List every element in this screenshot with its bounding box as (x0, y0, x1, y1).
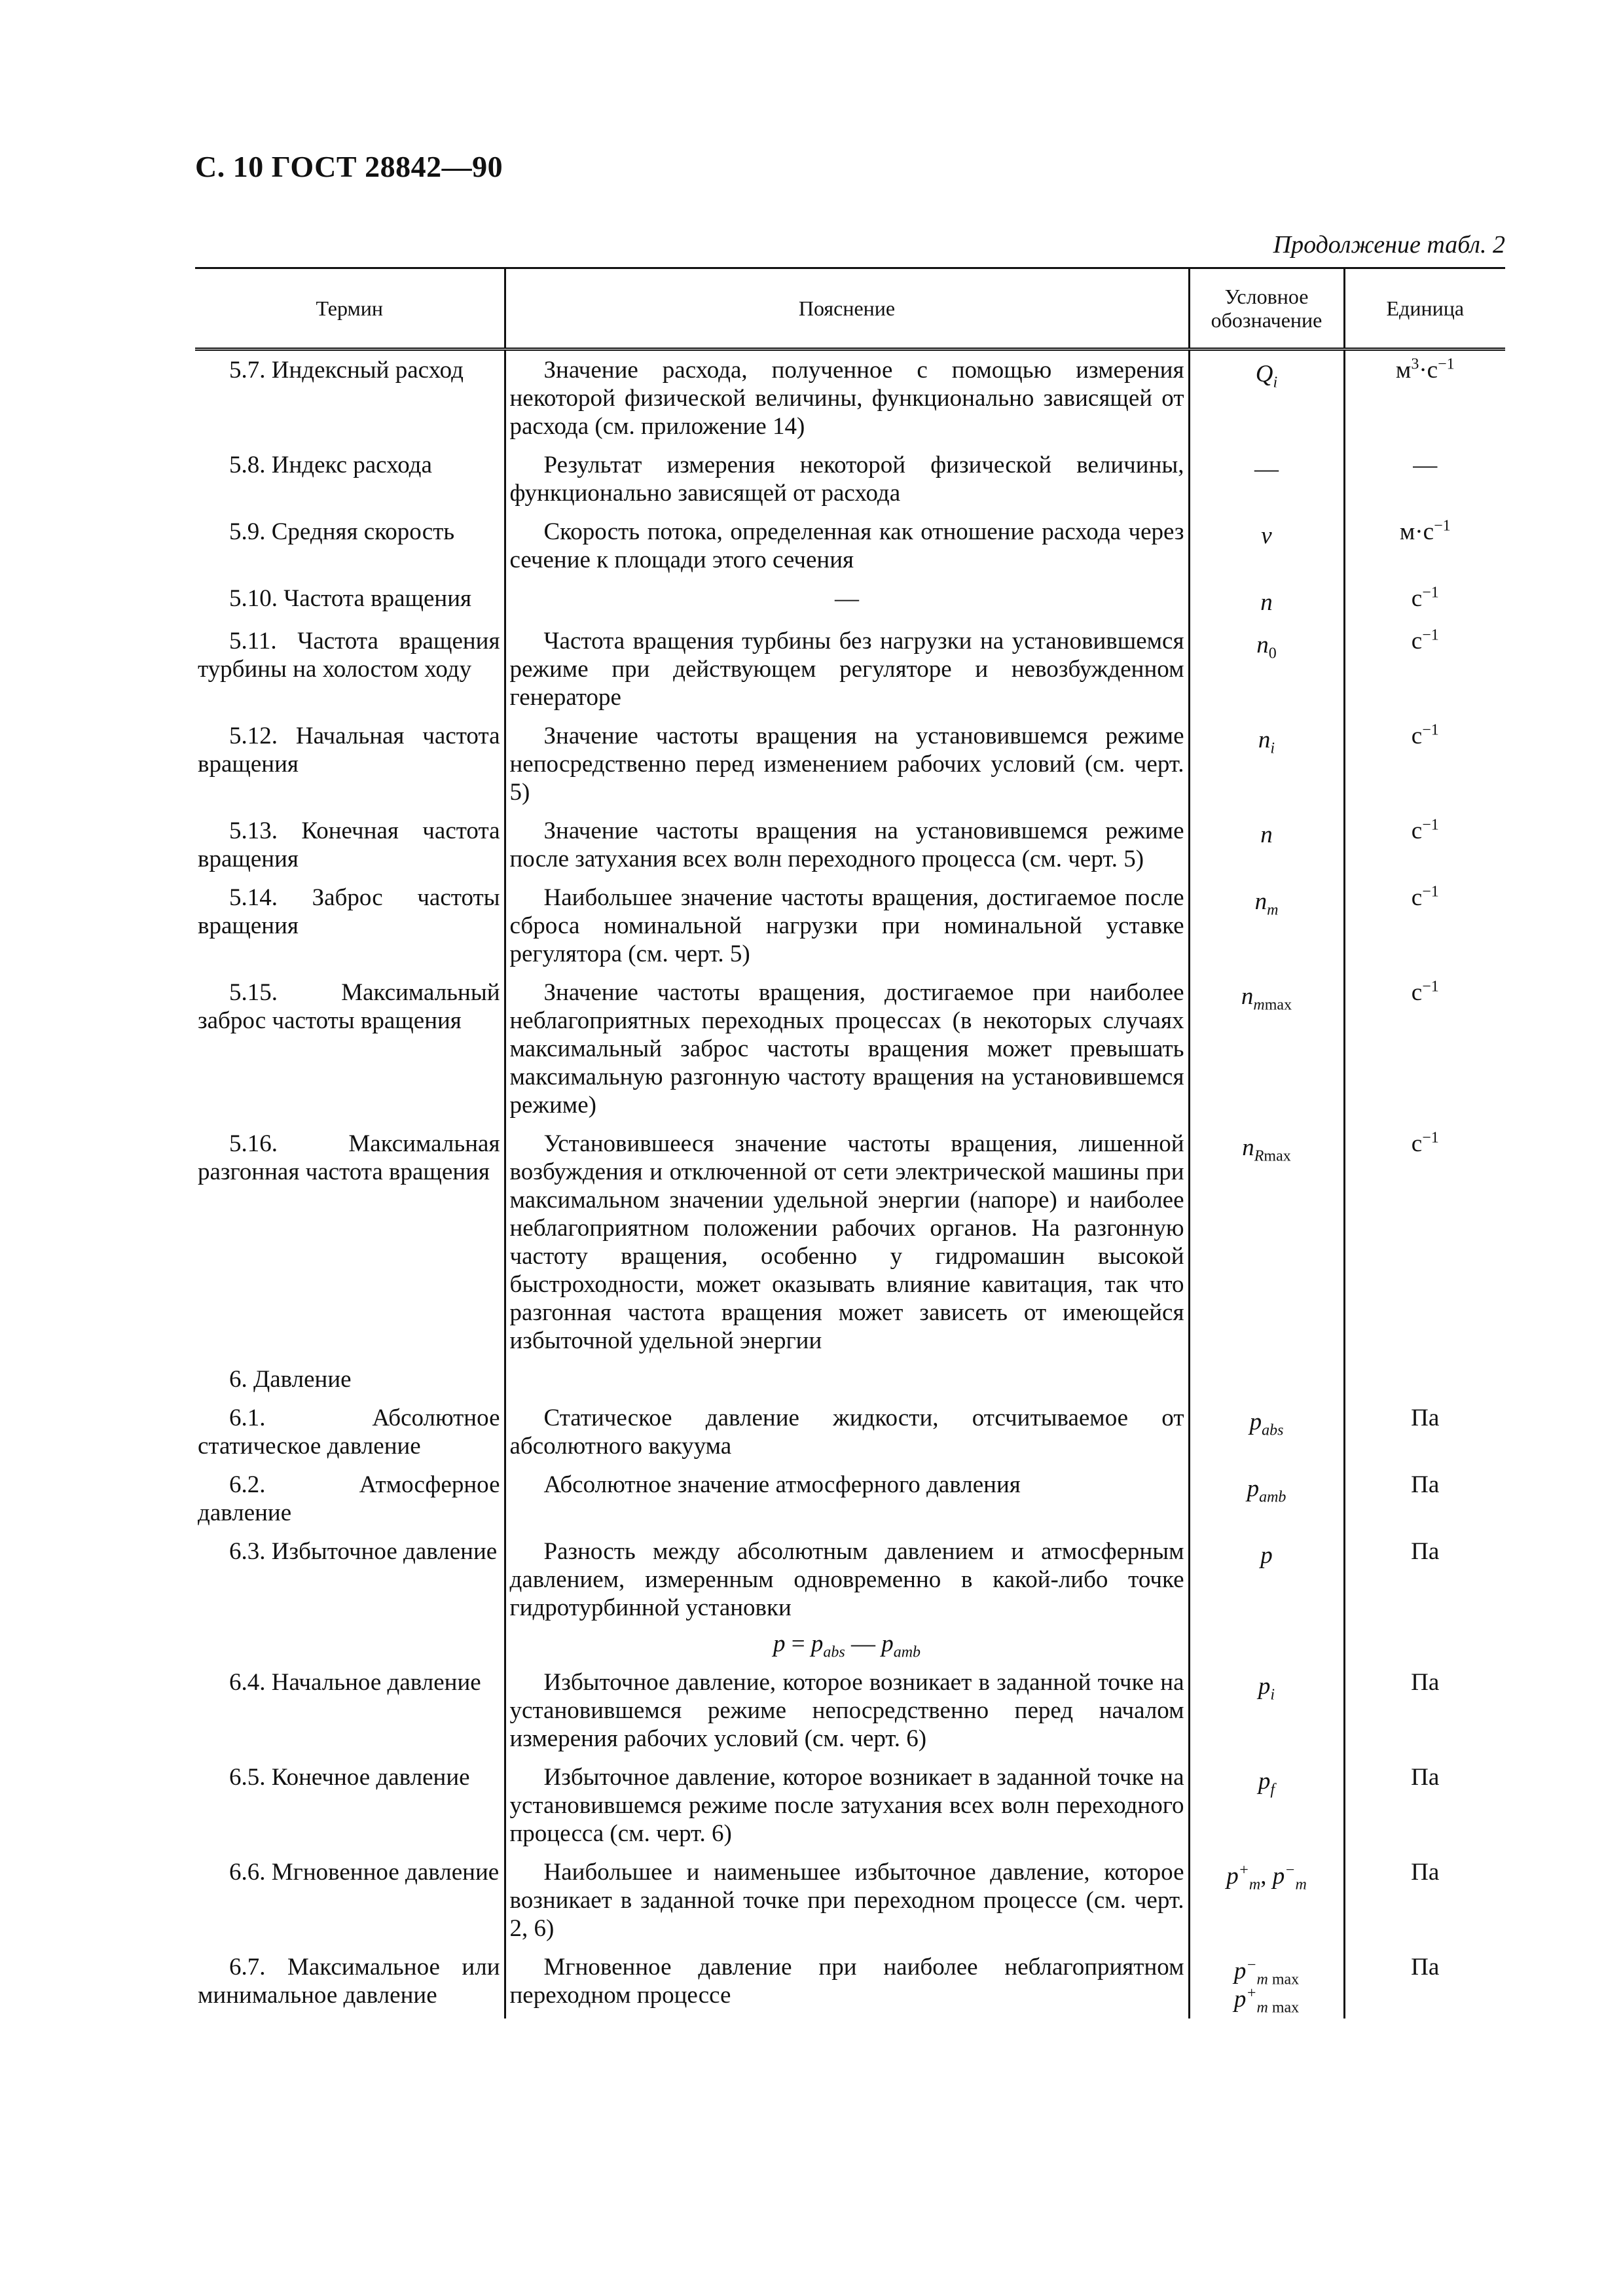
table-row (195, 973, 1505, 1124)
page-header: С. 10 ГОСТ 28842—90 (195, 150, 503, 183)
symbol-separator: , (1260, 1863, 1273, 1890)
unit-superscript: −1 (1422, 584, 1439, 601)
header-explanation: Пояснение (505, 268, 1189, 350)
symbol-cell: n (1189, 579, 1344, 622)
symbol-cell (1189, 1948, 1344, 2018)
symbol-base: n (1242, 1134, 1254, 1161)
explanation-cell (505, 1532, 1189, 1663)
unit-base: с (1411, 723, 1423, 749)
term-cell: 5.15. Максимальный заброс частоты вращения (195, 973, 505, 1124)
symbol-subscript-max: max (1271, 1971, 1300, 1988)
term-cell: 6.4. Начальное давление (195, 1663, 505, 1758)
explanation-cell: Установившееся значение частоты вращения, лишенной возбуждения и отключенной от сети электрической машины при максимальном значении удельной энергии (напоре) и наиболее неблагоприятном положении рабочих органов. На разгонную частоту вращения, особенно у гидромашин высокой быстроходности, может оказывать влияние кавитация, так что разгонная частота вращения может зависеть от имеющейся избыточной удельной энергии (505, 1124, 1189, 1360)
symbol-cell: — (1189, 446, 1344, 512)
table-continuation-label: Продолжение табл. 2 (1273, 231, 1505, 259)
symbol-cell (1189, 622, 1344, 717)
unit-cell: Па (1344, 1663, 1505, 1758)
symbol-cell (1189, 1758, 1344, 1853)
symbol-a-subscript: m (1249, 1876, 1261, 1893)
symbol-subscript: i (1270, 740, 1275, 757)
unit-cell: Па (1344, 1948, 1505, 2018)
symbol-base: p (1249, 1408, 1262, 1435)
section-title: 6. Давление (195, 1360, 505, 1399)
symbol-a-base: p (1226, 1863, 1239, 1890)
unit-cell (1344, 350, 1505, 446)
symbol-base: n (1258, 726, 1271, 753)
unit-cell (1344, 1360, 1505, 1399)
unit-base: с (1411, 585, 1423, 612)
explanation-cell: Избыточное давление, которое возникает в заданной точке на установившемся режиме непосредственно перед началом измерения рабочих условий (см. черт. 6) (505, 1663, 1189, 1758)
unit-superscript: −1 (1422, 883, 1439, 901)
symbol-subscript: i (1270, 1686, 1275, 1704)
table-row (195, 1948, 1505, 2018)
symbol-subscript: amb (1259, 1488, 1286, 1506)
term-cell: 6.7. Максимальное или минимальное давление (195, 1948, 505, 2018)
unit-base: с (1411, 979, 1423, 1006)
explanation-cell: Наибольшее значение частоты вращения, достигаемое после сброса номинальной нагрузки при номинальной уставке регулятора (см. черт. 5) (505, 878, 1189, 973)
unit-cell (1344, 1124, 1505, 1360)
symbol-subscript: m (1267, 901, 1279, 919)
unit-cell (1344, 973, 1505, 1124)
explanation-cell: Скорость потока, определенная как отношение расхода через сечение к площади этого сечения (505, 512, 1189, 579)
header-unit: Единица (1344, 268, 1505, 350)
formula-sub-2: amb (893, 1643, 921, 1661)
explanation-cell: Значение частоты вращения на установившемся режиме после затухания всех волн переходного процесса (см. черт. 5) (505, 812, 1189, 878)
table-row (195, 1532, 1505, 1663)
unit-cell: Па (1344, 1465, 1505, 1532)
symbol-line-2 (1195, 1984, 1338, 2017)
symbol-cell (1189, 1399, 1344, 1465)
table-header-row (195, 268, 1505, 350)
term-cell: 6.2. Атмосферное давление (195, 1465, 505, 1532)
table-row (195, 878, 1505, 973)
term-cell: 6.5. Конечное давление (195, 1758, 505, 1853)
unit-cell (1344, 717, 1505, 812)
unit-cell (1344, 579, 1505, 622)
unit-superscript: −1 (1422, 816, 1439, 834)
explanation-cell: Абсолютное значение атмосферного давления (505, 1465, 1189, 1532)
explanation-cell: Мгновенное давление при наиболее неблагоприятном переходном процессе (505, 1948, 1189, 2018)
table-row (195, 579, 1505, 622)
unit-superscript: −1 (1422, 626, 1439, 644)
explanation-cell: Частота вращения турбины без нагрузки на установившемся режиме при действующем регуляторе и невозбужденном генераторе (505, 622, 1189, 717)
symbol-cell: v (1189, 512, 1344, 579)
unit-cell: Па (1344, 1853, 1505, 1948)
symbol-subscript-max: max (1271, 1999, 1300, 2017)
symbol-cell (1189, 1663, 1344, 1758)
symbol-base: p (1233, 1958, 1247, 1984)
unit-cell: Па (1344, 1399, 1505, 1465)
explanation-cell: Значение частоты вращения, достигаемое при наиболее неблагоприятных переходных процессах (в некоторых случаях максимальный заброс частоты вращения может превышать максимальную разгонную частоту вращения на установившемся режиме) (505, 973, 1189, 1124)
symbol-superscript: + (1246, 1984, 1257, 2002)
header-term: Термин (195, 268, 505, 350)
symbol-base: n (1241, 983, 1254, 1010)
symbol-subscript: 0 (1268, 645, 1277, 662)
table-row (195, 1399, 1505, 1465)
table-row (195, 446, 1505, 512)
unit-superscript: −1 (1422, 721, 1439, 739)
symbol-a-superscript: + (1238, 1861, 1249, 1879)
table-row (195, 622, 1505, 717)
symbol-subscript-main: m (1256, 1971, 1268, 1988)
symbol-b-subscript: m (1295, 1876, 1307, 1893)
table-row (195, 1758, 1505, 1853)
symbol-cell: n (1189, 812, 1344, 878)
symbol-cell: p (1189, 1532, 1344, 1663)
unit-base: м·с (1399, 518, 1434, 545)
unit-superscript: −1 (1434, 517, 1451, 535)
unit-base: с (1411, 628, 1423, 655)
term-cell: 5.12. Начальная частота вращения (195, 717, 505, 812)
symbol-b-base: p (1272, 1863, 1285, 1890)
symbol-subscript-max: max (1264, 996, 1292, 1014)
table-row (195, 717, 1505, 812)
formula-sub-1: abs (823, 1643, 845, 1661)
term-cell: 6.6. Мгновенное давление (195, 1853, 505, 1948)
symbol-subscript-max: max (1264, 1147, 1291, 1165)
explanation-cell (505, 1360, 1189, 1399)
table-row (195, 1465, 1505, 1532)
symbol-cell (1189, 878, 1344, 973)
symbol-base: p (1247, 1475, 1260, 1502)
unit-base: с (1411, 884, 1423, 911)
formula-lhs: p (773, 1630, 786, 1657)
symbol-base: Q (1255, 361, 1273, 387)
explanation-cell: Значение расхода, полученное с помощью измерения некоторой физической величины, функционально зависящей от расхода (см. приложение 14) (505, 350, 1189, 446)
symbol-subscript (1253, 996, 1292, 1013)
term-cell: 6.1. Абсолютное статическое давление (195, 1399, 505, 1465)
symbol-cell (1189, 973, 1344, 1124)
formula-equals: = (791, 1630, 805, 1657)
table-row (195, 1124, 1505, 1360)
unit-cell (1344, 812, 1505, 878)
symbol-base: n (1254, 888, 1267, 915)
unit-mid: ·с (1419, 357, 1438, 384)
symbol-base: p (1258, 1673, 1271, 1700)
explanation-cell: Результат измерения некоторой физической величины, функционально зависящей от расхода (505, 446, 1189, 512)
symbol-subscript (1254, 1147, 1291, 1164)
explanation-text: Разность между абсолютным давлением и атмосферным давлением, измеренным одновременно в какой-либо точке гидротурбинной установки (509, 1538, 1184, 1621)
symbol-base: p (1258, 1768, 1271, 1795)
formula-term-1: p (811, 1630, 824, 1657)
table-row (195, 812, 1505, 878)
table-row (195, 1663, 1505, 1758)
symbol-cell (1189, 1124, 1344, 1360)
unit-cell (1344, 622, 1505, 717)
header-symbol: Условное обозначение (1189, 268, 1344, 350)
unit-cell: Па (1344, 1758, 1505, 1853)
explanation-cell: — (505, 579, 1189, 622)
symbol-base: p (1233, 1986, 1247, 2013)
term-cell: 6.3. Избыточное давление (195, 1532, 505, 1663)
terms-table-container (195, 267, 1505, 2018)
symbol-cell (1189, 717, 1344, 812)
section-row (195, 1360, 1505, 1399)
table-row (195, 1853, 1505, 1948)
symbol-subscript-main: m (1256, 1999, 1268, 2017)
symbol-subscript: abs (1262, 1422, 1284, 1439)
unit-superscript: −1 (1422, 1129, 1439, 1147)
symbol-subscript (1257, 1999, 1300, 2016)
symbol-b-superscript: − (1285, 1861, 1296, 1879)
unit-superscript: 3 (1411, 355, 1419, 373)
table-row (195, 512, 1505, 579)
symbol-superscript: − (1246, 1956, 1257, 1974)
symbol-cell (1189, 1360, 1344, 1399)
term-cell: 5.13. Конечная частота вращения (195, 812, 505, 878)
term-cell: 5.9. Средняя скорость (195, 512, 505, 579)
formula-minus: — (850, 1630, 875, 1657)
symbol-base: n (1256, 632, 1269, 658)
symbol-subscript: i (1273, 374, 1278, 391)
term-cell: 5.16. Максимальная разгонная частота вращения (195, 1124, 505, 1360)
unit-superscript-2: −1 (1438, 355, 1455, 373)
explanation-cell: Статическое давление жидкости, отсчитываемое от абсолютного вакуума (505, 1399, 1189, 1465)
unit-base: с (1411, 1130, 1423, 1157)
symbol-subscript-main: R (1254, 1147, 1264, 1165)
unit-cell (1344, 878, 1505, 973)
formula (510, 1630, 1184, 1661)
symbol-line-1 (1195, 1956, 1338, 1988)
explanation-cell: Избыточное давление, которое возникает в заданной точке на установившемся режиме после затухания всех волн переходного процесса (см. черт. 6) (505, 1758, 1189, 1853)
table-row (195, 350, 1505, 446)
symbol-cell (1189, 1853, 1344, 1948)
symbol-subscript-main: m (1253, 996, 1265, 1014)
term-cell: 5.10. Частота вращения (195, 579, 505, 622)
unit-cell: — (1344, 446, 1505, 512)
term-cell: 5.8. Индекс расхода (195, 446, 505, 512)
unit-base: м (1395, 357, 1412, 384)
term-cell: 5.11. Частота вращения турбины на холостом ходу (195, 622, 505, 717)
terms-table (195, 267, 1505, 2018)
symbol-cell (1189, 1465, 1344, 1532)
term-cell: 5.7. Индексный расход (195, 350, 505, 446)
explanation-cell: Значение частоты вращения на установившемся режиме непосредственно перед изменением рабочих условий (см. черт. 5) (505, 717, 1189, 812)
unit-cell (1344, 512, 1505, 579)
unit-base: с (1411, 817, 1423, 844)
unit-cell: Па (1344, 1532, 1505, 1663)
formula-term-2: p (881, 1630, 894, 1657)
unit-superscript: −1 (1422, 978, 1439, 996)
symbol-cell (1189, 350, 1344, 446)
term-cell: 5.14. Заброс частоты вращения (195, 878, 505, 973)
explanation-cell: Наибольшее и наименьшее избыточное давление, которое возникает в заданной точке при переходном процессе (см. черт. 2, 6) (505, 1853, 1189, 1948)
symbol-subscript: f (1270, 1781, 1275, 1799)
